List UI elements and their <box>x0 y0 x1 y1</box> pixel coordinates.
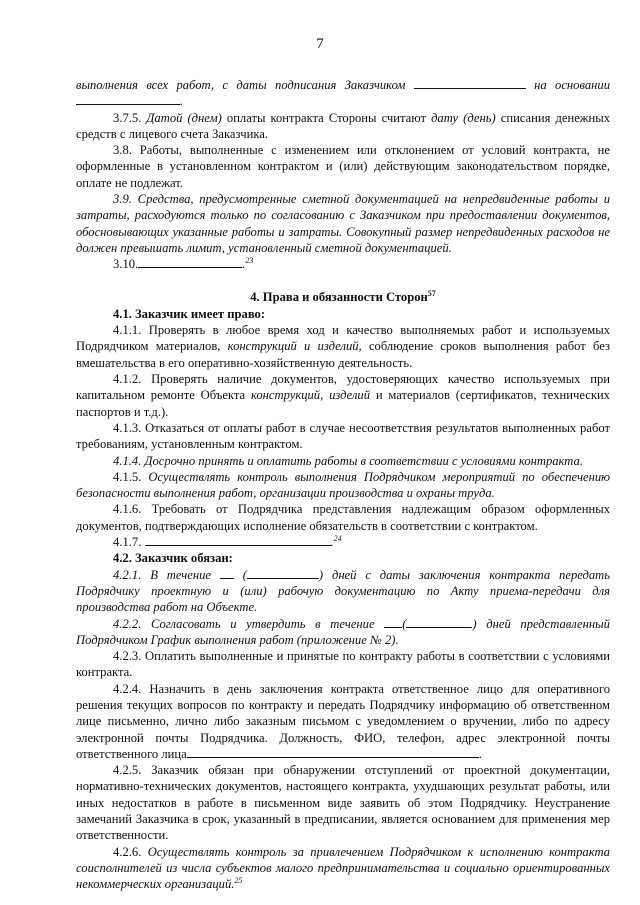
paragraph-3-9: 3.9. Средства, предусмотренные сметной документацией на непредвиденные работы и затраты, расходуются только по согласованию с Заказчиком при предоставлении документов, обосновывающих указанные работы и затраты. Совокупный размер непредвиденных расходов не должен превышать лимит, установленный сметной документацией. <box>76 192 610 255</box>
blank-field <box>384 616 402 628</box>
paragraph-4-1-2: 4.1.2. Проверять наличие документов, удостоверяющих качество используемых при капитальном ремонте Объекта конструкций, изделий и материалов (сертификатов, технических паспортов и т.д.). <box>76 372 610 419</box>
document-body <box>76 77 610 893</box>
paragraph-intro: выполнения всех работ, с даты подписания Заказчиком на основании <box>76 78 610 92</box>
paragraph-3-10: 3.10. .$^{23}$ <box>113 256 254 272</box>
paragraph-3-7-5: 3.7.5. Датой (днем) оплаты контракта Стороны считают дату (день) списания денежных средств с лицевого счета Заказчика. <box>76 110 611 141</box>
page-number: 7 <box>316 36 324 52</box>
blank-field <box>138 256 242 268</box>
paragraph-4-2-3: 4.2.3. Оплатить выполненные и принятые по контракту работы в соответствии с условиями контракта. <box>76 649 610 680</box>
paragraph-3-8: 3.8. Работы, выполненные с изменением или отклонением от условий контракта, не оформленные в установленном контрактом и (или) действующим законодательством порядке, оплате не подлежат. <box>76 143 610 190</box>
section-heading-4: 4. Права и обязанности Сторон$^{57}$ <box>250 288 436 304</box>
blank-field <box>414 77 526 89</box>
subheading-4-1: 4.1. Заказчик имеет право: <box>113 306 266 321</box>
blank-field <box>76 93 180 105</box>
subheading-4-2: 4.2. Заказчик обязан: <box>113 551 233 566</box>
blank-field <box>220 567 234 579</box>
paragraph-4-2-6: 4.2.6. Осуществлять контроль за привлечением Подрядчиком к исполнению контракта соисполнителей из числа субъектов малого предпринимательства и социально ориентированных некоммерческих организаций.$^{25}$ <box>76 844 610 892</box>
paragraph-4-1-5: 4.1.5. Осуществлять контроль выполнения Подрядчиком мероприятий по обеспечению безопасности выполнения работ, организации производства и охраны труда. <box>76 469 610 501</box>
paragraph-4-1-1: 4.1.1. Проверять в любое время ход и качество выполняемых работ и используемых Подрядчиком материалов, конструкций и изделий, соблюдение сроков выполнения работ без вмешательства в его оперативно-хозяйственную деятельность. <box>76 323 610 370</box>
blank-field <box>406 616 472 628</box>
paragraph-4-1-6: 4.1.6. Требовать от Подрядчика представления надлежащим образом оформленных документов, подтверждающих исполнение обязательств в соответствии с контрактом. <box>76 502 610 533</box>
paragraph-4-1-7: 4.1.7. .$^{24}$ <box>113 533 342 550</box>
paragraph-4-1-3: 4.1.3. Отказаться от оплаты работ в случае несоответствия результатов выполненных работ требованиям, установленным контрактом. <box>76 420 610 452</box>
paragraph-intro-cont: . <box>76 93 610 109</box>
paragraph-4-2-1: 4.2.1. В течение ( ) дней с даты заключения контракта передать Подрядчику проектную и (или) рабочую документацию по Акту приема-передачи для производства работ на Объекте. <box>76 567 611 615</box>
blank-field <box>145 534 331 546</box>
paragraph-4-1-4: 4.1.4. Досрочно принять и оплатить работы в соответствии с условиями контракта. <box>113 453 583 468</box>
blank-field <box>187 746 479 758</box>
paragraph-4-2-2: 4.2.2. Согласовать и утвердить в течение ( ) дней представленный Подрядчиком График выполнения работ (приложение № 2). <box>76 616 610 647</box>
blank-field <box>247 567 319 579</box>
paragraph-4-2-4: 4.2.4. Назначить в день заключения контракта ответственное лицо для оперативного решения текущих вопросов по контракту и передать Подрядчику информацию об ответственном лице письменно, лично либо заказным письмом с уведомлением о вручении, либо по адресу электронной почты Подрядчика. Должность, ФИО, телефон, адрес электронной почты ответственного лица . <box>76 681 610 761</box>
paragraph-4-2-5: 4.2.5. Заказчик обязан при обнаружении отступлений от проектной документации, нормативно-технических документов, настоящего контракта, ухудшающих результат работы, или иных недостатков в работе в письменном виде заявить об этом Подрядчику. Неустранение замечаний Заказчика в срок, указанный в предписании, является основанием для применения мер ответственности. <box>76 763 610 843</box>
